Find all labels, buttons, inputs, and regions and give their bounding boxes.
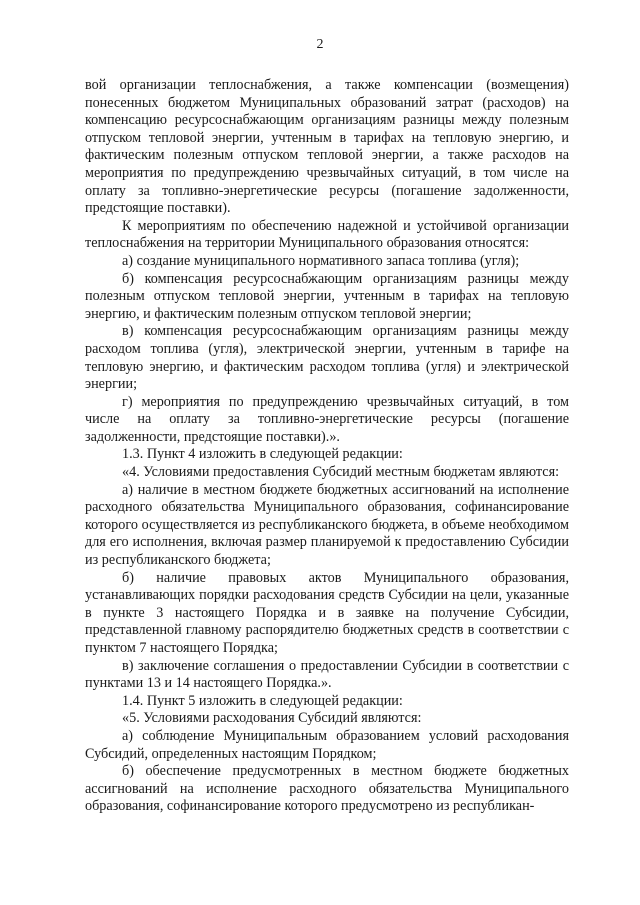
paragraph: К мероприятиям по обеспечению надежной и устойчивой организации теплоснабжения на территории Муниципального образования относятся: bbox=[85, 217, 569, 252]
paragraph: в) заключение соглашения о предоставлении Субсидии в соответствии с пунктами 13 и 14 настоящего Порядка.». bbox=[85, 657, 569, 692]
paragraph: б) обеспечение предусмотренных в местном бюджете бюджетных ассигнований на исполнение расходного обязательства Муниципального образования, софинансирование которого предусмотрено из республикан- bbox=[85, 763, 569, 815]
paragraph: 1.3. Пункт 4 изложить в следующей редакции: bbox=[122, 446, 403, 463]
document-body bbox=[85, 77, 569, 816]
paragraph: а) соблюдение Муниципальным образованием условий расходования Субсидий, определенных настоящим Порядком; bbox=[85, 727, 569, 762]
paragraph: «4. Условиями предоставления Субсидий местным бюджетам являются: bbox=[122, 464, 560, 481]
paragraph: 1.4. Пункт 5 изложить в следующей редакции: bbox=[122, 692, 403, 709]
paragraph: а) наличие в местном бюджете бюджетных ассигнований на исполнение расходного обязательства Муниципального образования, софинансирование которого осуществляется из республиканского бюджета, в объеме необходимом для его исполнения, включая размер планируемой к предоставлению Субсидии из республиканского бюджета; bbox=[85, 481, 569, 569]
paragraph: а) создание муниципального нормативного запаса топлива (угля); bbox=[122, 252, 520, 269]
paragraph: б) компенсация ресурсоснабжающим организациям разницы между полезным отпуском тепловой энергии, учтенным в тарифах на тепловую энергию, и фактическим полезным отпуском тепловой энергии; bbox=[85, 270, 569, 322]
paragraph: в) компенсация ресурсоснабжающим организациям разницы между расходом топлива (угля), электрической энергии, учтенным в тарифе на тепловую энергию, и фактическим расходом топлива (угля) и электрической энергии; bbox=[85, 323, 569, 393]
paragraph: «5. Условиями расходования Субсидий являются: bbox=[122, 710, 422, 727]
page-number: 2 bbox=[316, 37, 324, 52]
paragraph: г) мероприятия по предупреждению чрезвычайных ситуаций, в том числе на оплату за топливно-энергетические ресурсы (погашение задолженности, предстоящие поставки).». bbox=[85, 393, 569, 445]
paragraph: б) наличие правовых актов Муниципального образования, устанавливающих порядки расходования средств Субсидии на цели, указанные в пункте 3 настоящего Порядка и в заявке на получение Субсидии, представленной главному распорядителю бюджетных средств в соответствии с пунктом 7 настоящего Порядка; bbox=[85, 569, 569, 656]
paragraph: вой организации теплоснабжения, а также компенсации (возмещения) понесенных бюджетом Муниципальных образований затрат (расходов) на компенсацию ресурсоснабжающим организациям разницы между полезным отпуском тепловой энергии, учтенным в тарифах на тепловую энергию, и фактическим полезным отпуском тепловой энергии, а также расходов на мероприятия по предупреждению чрезвычайных ситуаций, в том числе на оплату за топливно-энергетические ресурсы (погашение задолженности, предстоящие поставки). bbox=[85, 77, 569, 217]
